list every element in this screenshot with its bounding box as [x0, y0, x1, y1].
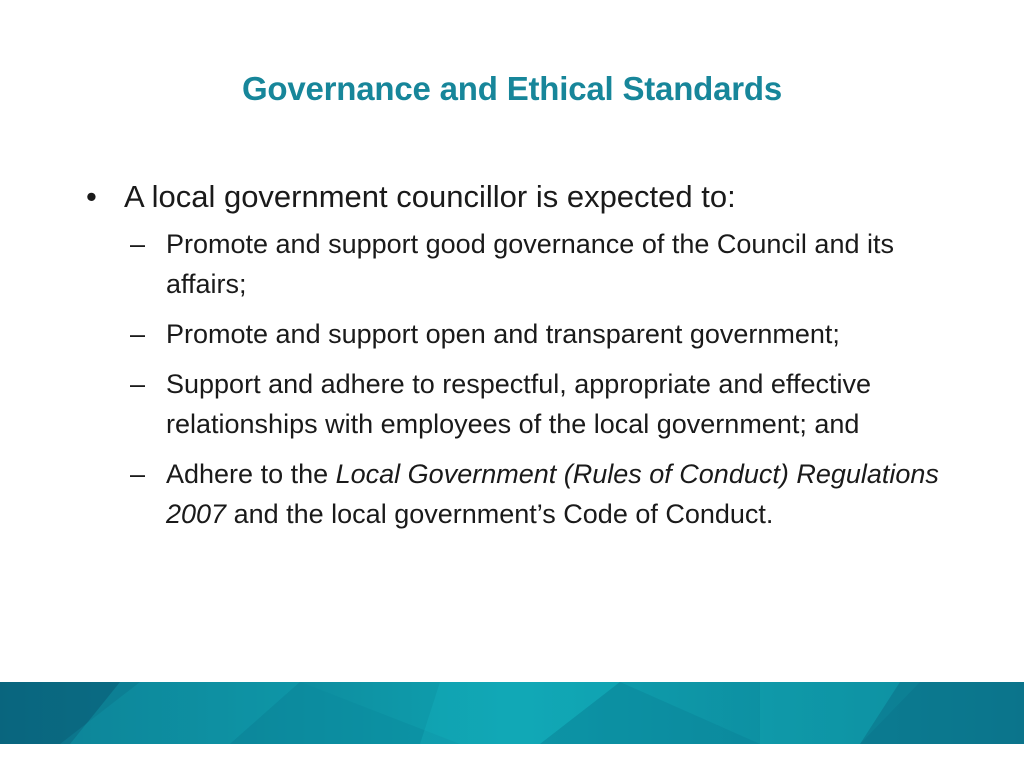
sub-bullet-text-part: and the local government’s Code of Conduct.: [226, 499, 774, 529]
sub-bullet-text: [166, 364, 940, 444]
dash-symbol: –: [130, 319, 146, 349]
main-bullet-item: [80, 176, 940, 218]
slide-body: [80, 176, 940, 544]
main-bullet-text: A local government councillor is expected to:: [124, 179, 736, 214]
sub-bullet-text-part: Promote and support good governance of the Council and its affairs;: [166, 229, 894, 299]
sub-bullet-item: [130, 224, 940, 304]
dash-symbol: –: [130, 229, 146, 259]
sub-bullet-text-part: Support and adhere to respectful, appropriate and effective relationships with employees of the local government; and: [166, 369, 871, 439]
sub-bullet-item: [130, 314, 940, 354]
sub-bullet-item: [130, 364, 940, 444]
footer-band: [0, 682, 1024, 744]
sub-bullet-text-part: Promote and support open and transparent government;: [166, 319, 840, 349]
sub-bullet-list: [80, 224, 940, 534]
dash-symbol: –: [130, 459, 146, 489]
sub-bullet-text: [166, 224, 940, 304]
regulations-title: Local Government (Rules of Conduct) Regulations 2007: [166, 459, 939, 529]
sub-bullet-text: [166, 314, 940, 354]
sub-bullet-text-part: Adhere to the: [166, 459, 336, 489]
sub-bullet-item: [130, 454, 940, 534]
slide-title: Governance and Ethical Standards: [241, 70, 783, 107]
bullet-symbol: •: [86, 179, 97, 214]
sub-bullet-text: [166, 454, 940, 534]
dash-symbol: –: [130, 369, 146, 399]
